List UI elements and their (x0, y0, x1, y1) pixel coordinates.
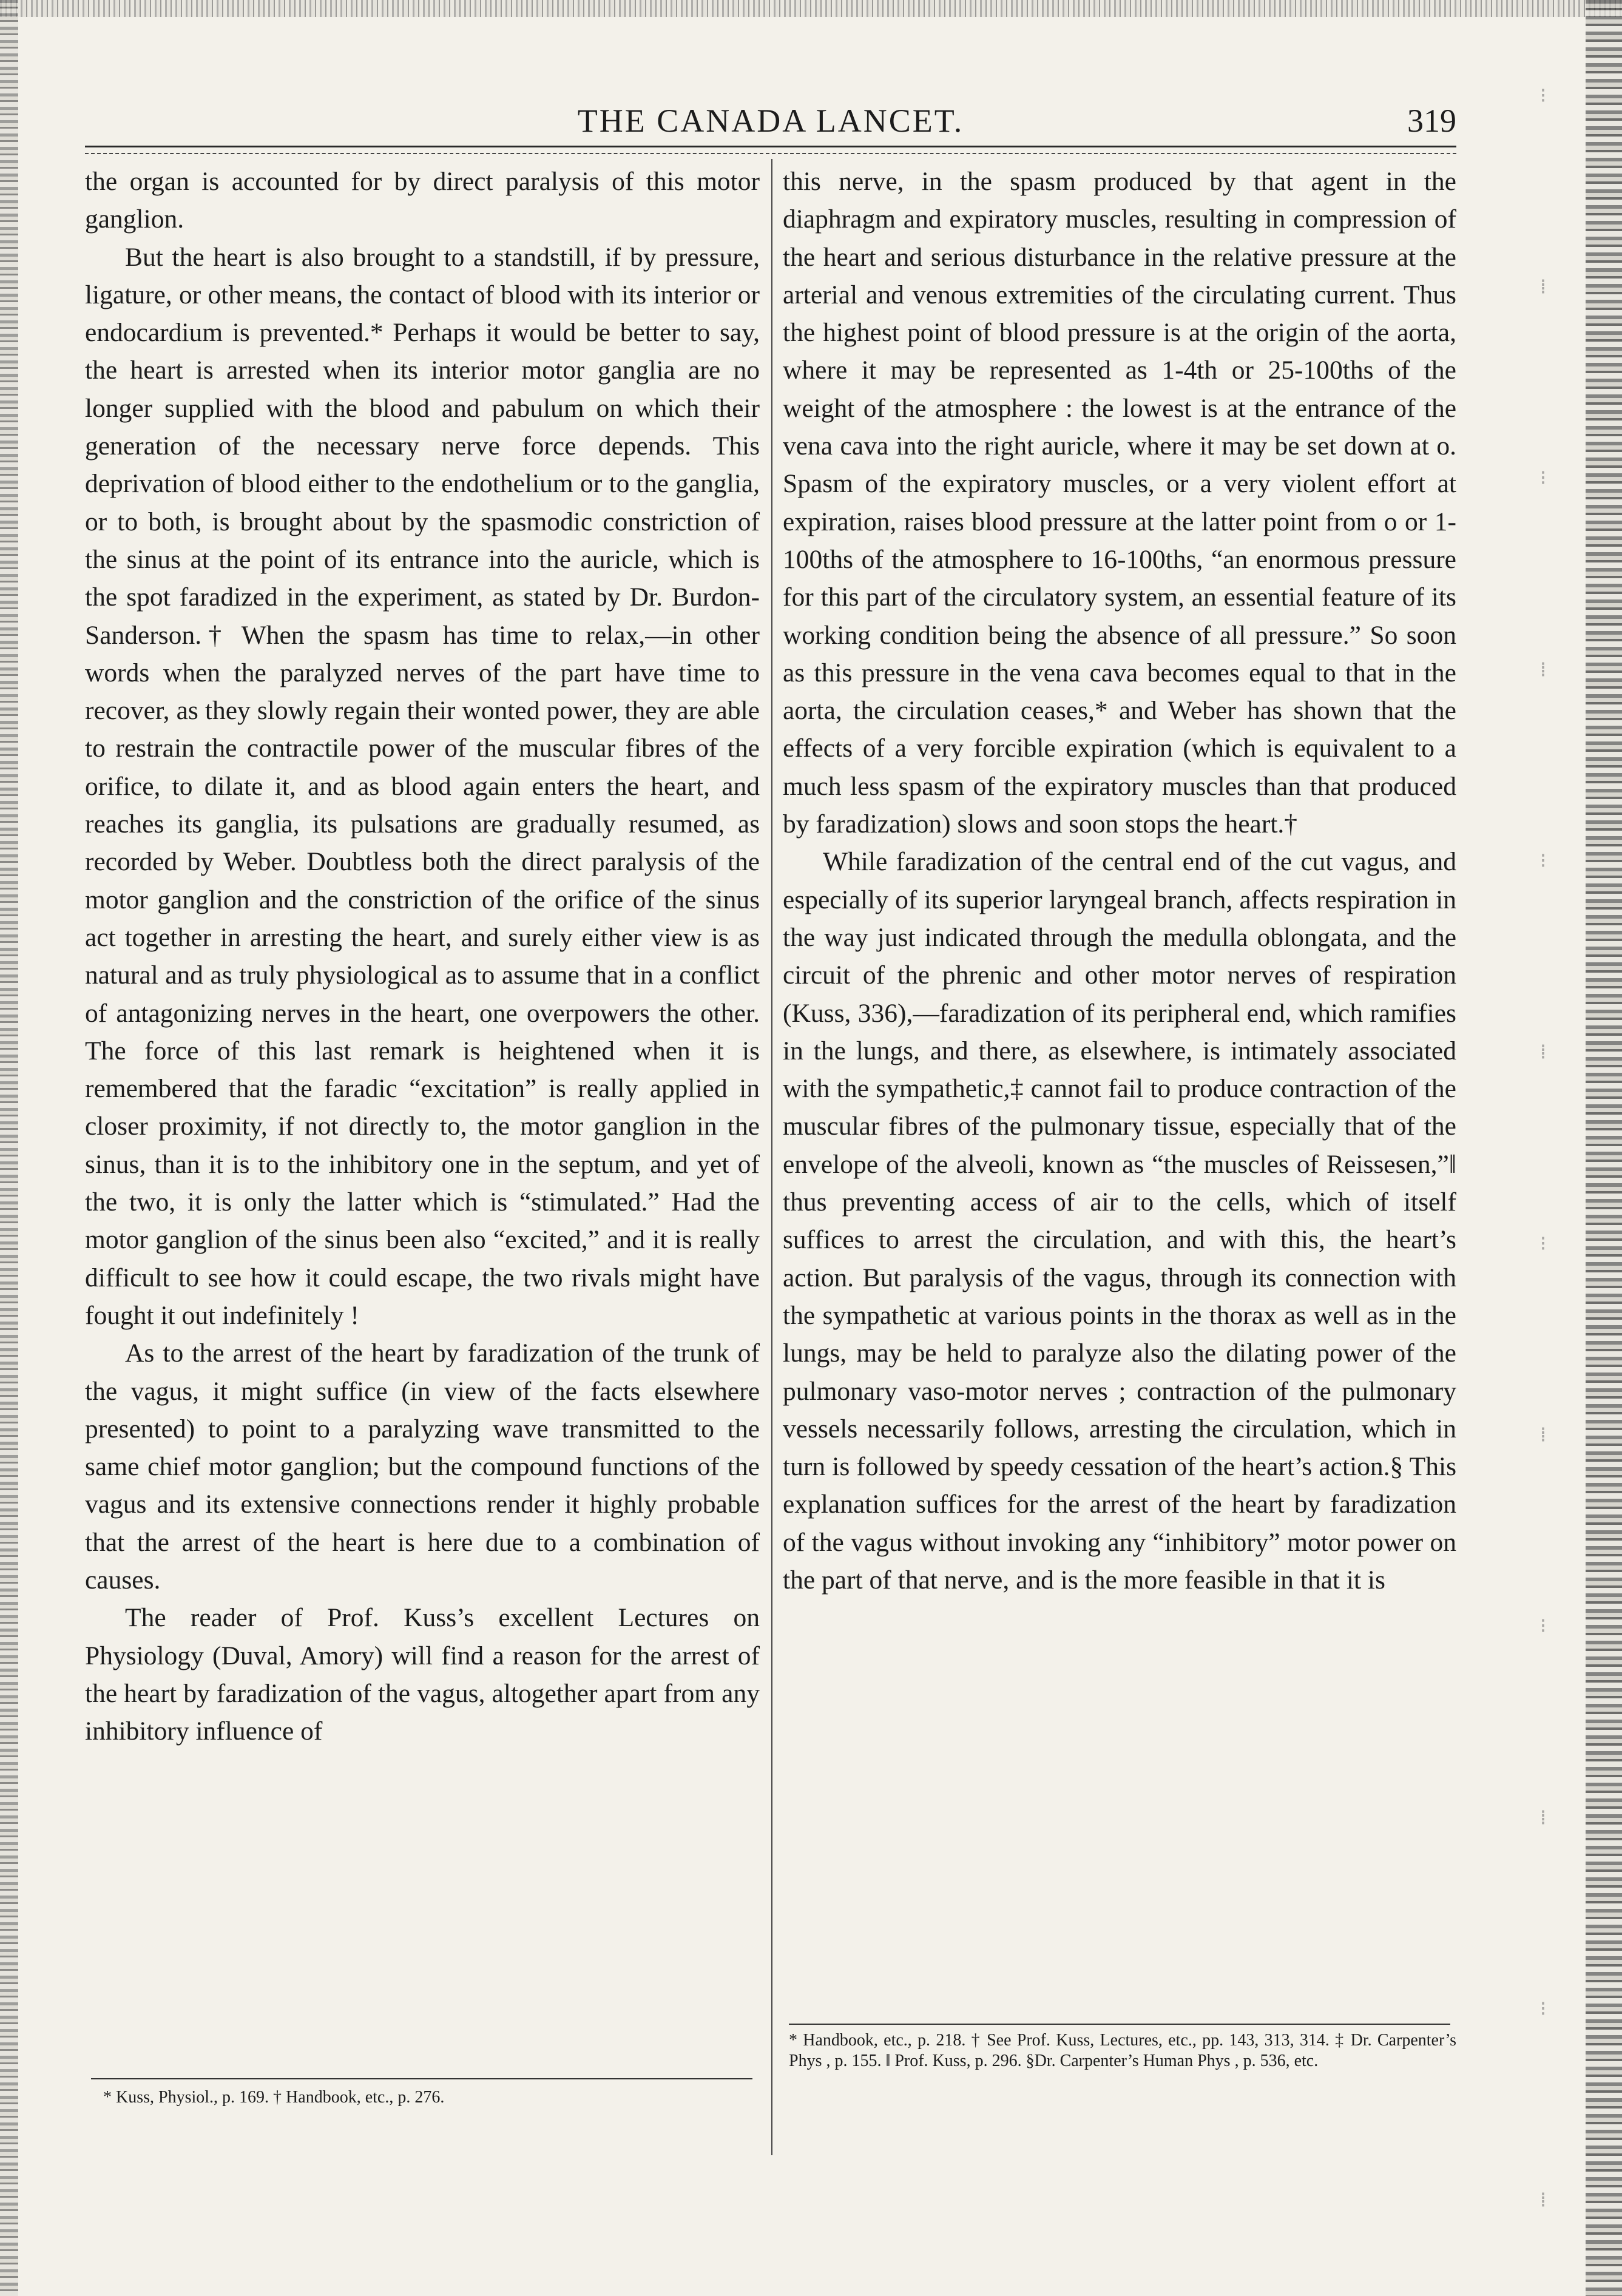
scan-edge-left (0, 0, 18, 2296)
paragraph: this nerve, in the spasm produced by that agent in the diaphragm and expiratory muscles, resulting in compression of the heart and serious disturbance in the relative pressure at the arterial and venous extremities of the circulating current. Thus the highest point of blood pressure is at the origin of the aorta, where it may be represented as 1-4th or 25-100ths of the weight of the atmosphere : the lowest is at the entrance of the vena cava into the right auricle, where it may be set down at o. Spasm of the expiratory muscles, or a very violent effort at expiration, raises blood pressure at the latter point from o or 1-100ths of the atmosphere to 16-100ths, “an enormous pressure for this part of the circulatory system, an essential feature of its working condition being the absence of all pressure.” So soon as this pressure in the vena cava becomes equal to that in the aorta, the circulation ceases,* and Weber has shown that the effects of a very forcible expiration (which is equivalent to a much less spasm of the expiratory muscles than that produced by faradization) slows and soon stops the heart.† (783, 167, 1456, 839)
footnote-rule-left (91, 2078, 752, 2079)
page-number: 319 (1407, 103, 1456, 139)
right-column (783, 163, 1456, 1599)
bleed-through-marks: ⁝ ⁞ ⁝ ⁞ ⁝ ⁞ ⁝ ⁞ ⁝ ⁞ ⁝ ⁞ (1539, 83, 1547, 2213)
journal-title: THE CANADA LANCET. (577, 103, 964, 139)
footnotes-left: * Kuss, Physiol., p. 169. † Handbook, etc., p. 276. (103, 2088, 445, 2107)
header-rule-dashed (85, 153, 1456, 154)
paragraph: The reader of Prof. Kuss’s excellent Lectures on Physiology (Duval, Amory) will find a reason for the arrest of the heart by faradization of the vagus, altogether apart from any inhibitory influence of (85, 1603, 760, 1746)
scan-edge-top (0, 0, 1622, 17)
paragraph: But the heart is also brought to a standstill, if by pressure, ligature, or other means, the contact of blood with its interior or endocardium is prevented.* Perhaps it would be better to say, the heart is arrested when its interior motor ganglia are no longer supplied with the blood and pabulum on which their generation of the necessary nerve force depends. This deprivation of blood either to the endothelium or to the ganglia, or to both, is brought about by the spasmodic constriction of the sinus at the point of its entrance into the auricle, which is the spot faradized in the experiment, as stated by Dr. Burdon-Sanderson.† When the spasm has time to relax,—in other words when the paralyzed nerves of the part have time to recover, as they slowly regain their wonted power, they are able to restrain the contractile power of the muscular fibres of the orifice, to dilate it, and as blood again enters the heart, and reaches its ganglia, its pulsations are gradually resumed, as recorded by Weber. Doubtless both the direct paralysis of the motor ganglion and the constriction of the orifice of the sinus act together in arresting the heart, and surely either view is as natural and as truly physiological as to assume that in a conflict of antagonizing nerves in the heart, one overpowers the other. The force of this last remark is heightened when it is remembered that the faradic “excitation” is really applied in closer proximity, if not directly to, the motor ganglion in the sinus, than it is to the inhibitory one in the septum, and yet of the two, it is only the latter which is “stimulated.” Had the motor ganglion of the sinus been also “excited,” and it is really difficult to see how it could escape, the two rivals might have fought it out indefinitely ! (85, 242, 760, 1330)
paragraph: While faradization of the central end of the cut vagus, and especially of its superior laryngeal branch, affects respiration in the way just indicated through the medulla oblongata, and the circuit of the phrenic and other motor nerves of respiration (Kuss, 336),—faradization of its peripheral end, which ramifies in the lungs, and there, as elsewhere, is intimately associated with the sympathetic,‡ cannot fail to produce contraction of the muscular fibres of the pulmonary tissue, especially that of the envelope of the alveoli, known as “the muscles of Reissesen,”‖ thus preventing access of air to the cells, which of itself suffices to arrest the circulation, and with this, the heart’s action. But paralysis of the vagus, through its connection with the sympathetic at various points in the thorax as well as in the lungs, may be held to paralyze also the dilating power of the pulmonary vaso-motor nerves ; contraction of the pulmonary vessels necessarily follows, arresting the circulation, which in turn is followed by speedy cessation of the heart’s action.§ This explanation suffices for the arrest of the heart by faradization of the vagus without invoking any “inhibitory” motor power on the part of that nerve, and is the more feasible in that it is (783, 847, 1456, 1595)
scan-edge-right (1586, 0, 1622, 2296)
column-divider (771, 159, 772, 2155)
left-column (85, 163, 760, 1750)
footnotes-right: * Handbook, etc., p. 218. † See Prof. Kuss, Lectures, etc., pp. 143, 313, 314. ‡ Dr. Carpenter’s Phys , p. 155. ‖ Prof. Kuss, p. 296. §Dr. Carpenter’s Human Phys , p. 536, etc. (789, 2031, 1456, 2070)
paragraph: the organ is accounted for by direct paralysis of this motor ganglion. (85, 167, 760, 234)
paragraph: As to the arrest of the heart by faradization of the trunk of the vagus, it might suffice (in view of the facts elsewhere presented) to point to a paralyzing wave transmitted to the same chief motor ganglion; but the compound functions of the vagus and its extensive connections render it highly probable that the arrest of the heart is here due to a combination of causes. (85, 1339, 760, 1595)
header-rule (85, 146, 1456, 147)
running-header (85, 102, 1456, 144)
footnote-rule-right (789, 2024, 1450, 2025)
